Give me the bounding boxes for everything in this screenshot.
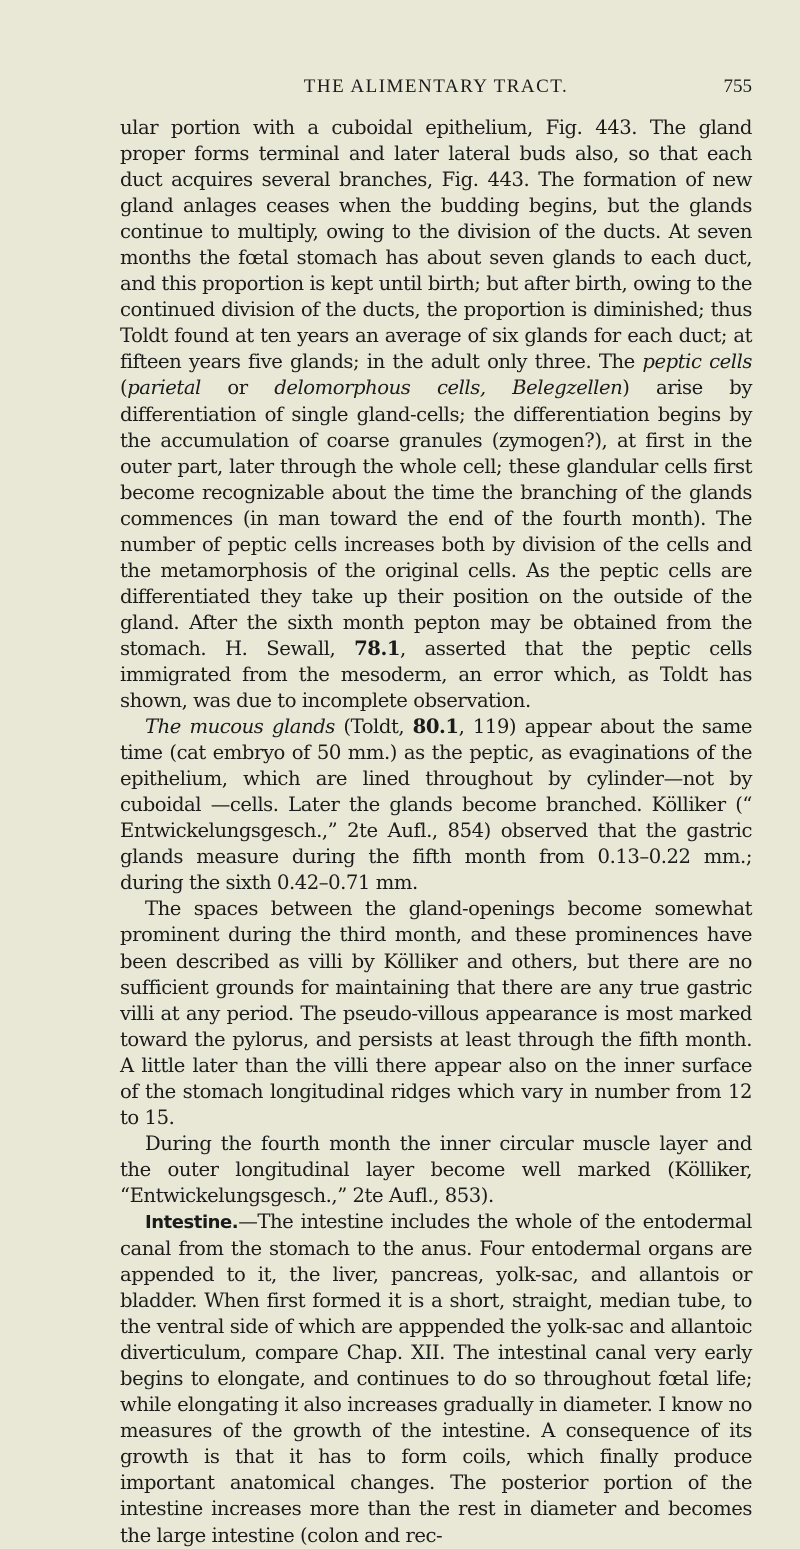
text-segment: (Toldt, <box>334 715 413 739</box>
text-segment: ular portion with a cuboidal epithelium, Fig. 443. The gland proper forms terminal and later lateral buds also, so that each duct acquires several branches, Fig. 443. The formation of new gland anlages ceases when the budding begins, but the glands continue to multiply, owing to the division of the ducts. At seven months the fœtal stomach has about seven glands to each duct, and this proportion is kept until birth; but after birth, owing to the continued division of the ducts, the proportion is diminished; thus Toldt found at ten years an average of six glands for each duct; at fifteen years five glands; in the adult only three. The <box>120 116 752 374</box>
text-segment: , asserted that the peptic cells immigrated from the mesoderm, an error which, as Toldt has shown, was due to incomplete observation. <box>120 636 752 713</box>
paragraph-intestine <box>120 1209 752 1549</box>
section-heading: Intestine. <box>145 1211 239 1233</box>
paragraph-mucous-glands <box>120 714 752 896</box>
text-segment: peptic cells <box>642 350 753 374</box>
text-segment: —The intestine includes the whole of the entodermal canal from the stomach to the anus. Four entodermal organs are appended to it, the liver, pancreas, yolk-sac, and allantois or bladder. When first formed it is a short, straight, median tube, to the ventral side of which are apppended the yolk-sac and allantoic diverticulum, compare Chap. XII. The intestinal canal very early begins to elongate, and continues to do so throughout fœtal life; while elongating it also increases gradually in diameter. I know no measures of the growth of the intestine. A consequence of its growth is that it has to form coils, which finally produce important anatomical changes. The posterior portion of the intestine increases more than the rest in diameter and becomes the large intestine (colon and rec- <box>120 1209 752 1547</box>
text-segment: 78.1 <box>354 636 401 660</box>
text-segment: or <box>200 376 275 400</box>
running-title: THE ALIMENTARY TRACT. <box>303 76 569 97</box>
text-segment: parietal <box>127 376 201 400</box>
text-segment: The spaces between the gland-openings become somewhat prominent during the third month, and these prominences have been described as villi by Kölliker and others, but there are no sufficient grounds for maintaining that there are any true gastric villi at any period. The pseudo-villous appearance is most marked toward the pylorus, and persists at least through the fifth month. A little later than the villi there appear also on the inner surface of the stomach longitudinal ridges which vary in number from 12 to 15. <box>120 897 752 1129</box>
text-segment: ) arise by differentiation of single gland-cells; the differentiation begins by the accumulation of coarse granules (zymogen?), at first in the outer part, later through the whole cell; these glandular cells first become recognizable about the time the branching of the glands commences (in man toward the end of the fourth month). The number of peptic cells increases both by division of the cells and the metamorphosis of the original cells. As the peptic cells are differentiated they take up their position on the outside of the gland. After the sixth month pepton may be obtained from the stomach. H. Sewall, <box>120 376 752 660</box>
paragraph-muscle-layers <box>120 1131 752 1209</box>
page-number: 755 <box>723 76 752 97</box>
body-text <box>120 115 752 1549</box>
text-segment: The mucous glands <box>145 715 335 739</box>
text-segment: ( <box>120 376 128 400</box>
text-segment: 80.1 <box>412 715 459 739</box>
text-segment: , 119) appear about the same time (cat embryo of 50 mm.) as the peptic, as evaginations of the epithelium, which are lined throughout by cylinder—not by cuboidal —cells. Later the glands become branched. Kölliker (“ Entwickelungsgesch.,” 2te Aufl., 854) observed that the gastric glands measure during the fifth month from 0.13–0.22 mm.; during the sixth 0.42–0.71 mm. <box>120 715 752 895</box>
running-head <box>120 76 752 102</box>
paragraph-glands <box>120 115 752 714</box>
text-segment: During the fourth month the inner circular muscle layer and the outer longitudinal layer become well marked (Kölliker, “Entwickelungsgesch.,” 2te Aufl., 853). <box>120 1131 752 1207</box>
text-segment: delomorphous cells, Belegzellen <box>274 376 623 400</box>
paragraph-villi <box>120 896 752 1130</box>
